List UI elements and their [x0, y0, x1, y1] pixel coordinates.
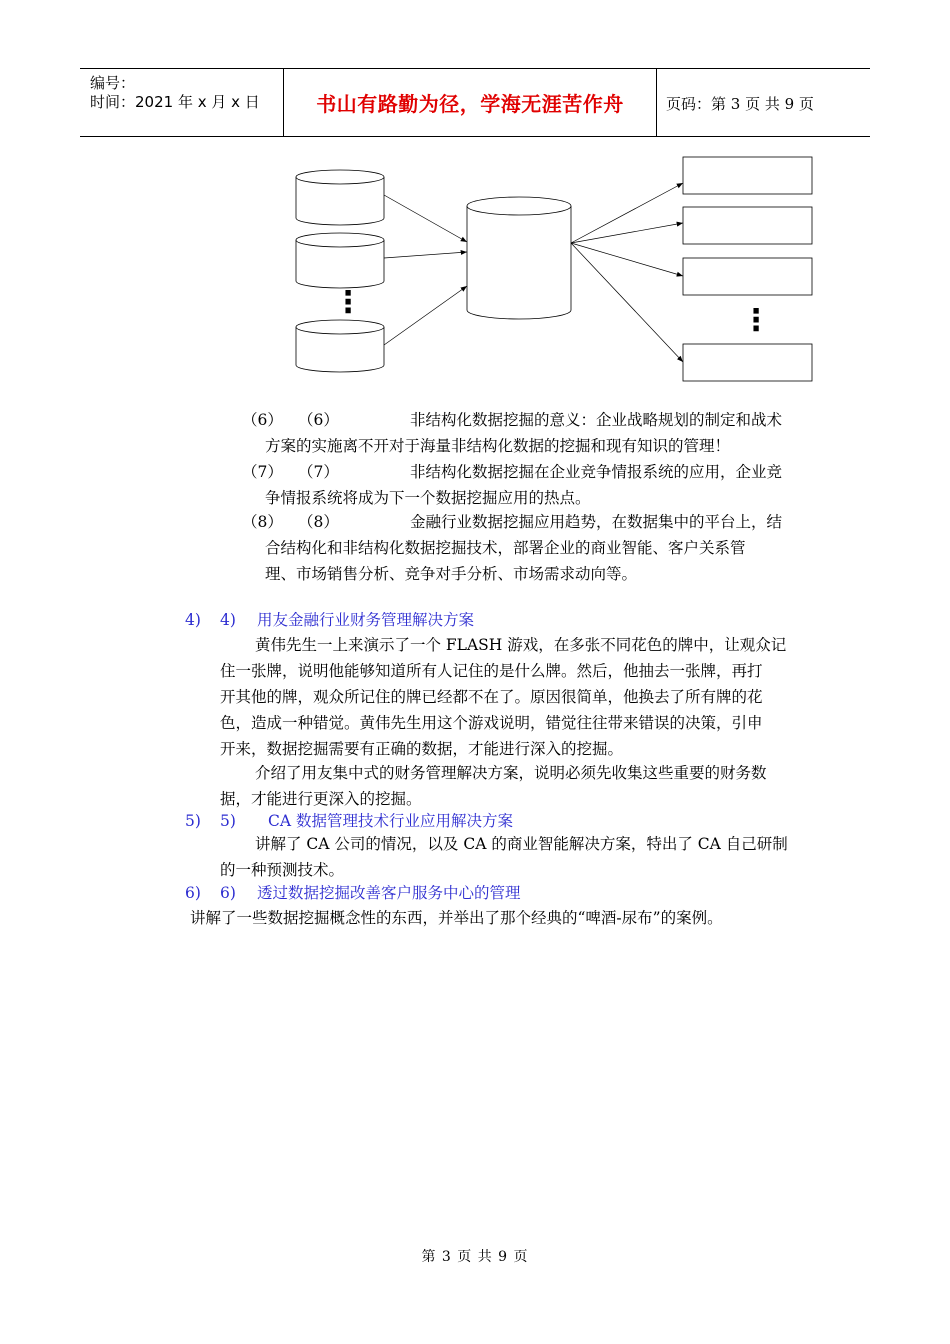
paragraph-line: 开其他的牌，观众所记住的牌已经都不在了。原因很简单，他换去了所有牌的花 — [220, 688, 763, 706]
right-ellipsis: ⋮ — [741, 303, 771, 338]
section-number: 6) — [220, 884, 236, 902]
arrow-out-3 — [571, 243, 683, 276]
output-box-3 — [683, 258, 812, 295]
item-text: 方案的实施离不开对于海量非结构化数据的挖掘和现有知识的管理！ — [265, 437, 731, 455]
item-number: （8） — [242, 513, 283, 531]
header-motto: 书山有路勤为径，学海无涯苦作舟 — [316, 92, 624, 116]
arrow-out-2 — [571, 223, 683, 243]
output-box-2 — [683, 207, 812, 244]
item-text: 金融行业数据挖掘应用趋势，在数据集中的平台上，结 — [410, 513, 783, 531]
arrow-in-3 — [384, 286, 467, 345]
item-text: 理、市场销售分析、竞争对手分析、市场需求动向等。 — [265, 565, 638, 583]
paragraph-line: 开来，数据挖掘需要有正确的数据，才能进行深入的挖掘。 — [220, 740, 624, 758]
section-number: 5) — [220, 812, 236, 830]
paragraph-line: 的一种预测技术。 — [220, 861, 345, 879]
paragraph-line: 住一张牌，说明他能够知道所有人记住的是什么牌。然后，他抽去一张牌，再打 — [220, 662, 763, 680]
arrow-in-1 — [384, 195, 467, 242]
paragraph-line: 据，才能进行更深入的挖掘。 — [220, 790, 422, 808]
item-text: 争情报系统将成为下一个数据挖掘应用的热点。 — [265, 489, 591, 507]
source-database-n — [296, 320, 384, 372]
paragraph-line: 讲解了一些数据挖掘概念性的东西，并举出了那个经典的“啤酒-尿布”的案例。 — [190, 909, 723, 927]
paragraph-line: 黄伟先生一上来演示了一个 FLASH 游戏，在多张不同花色的牌中，让观众记 — [255, 636, 787, 654]
item-number: （8） — [298, 513, 339, 531]
output-box-1 — [683, 157, 812, 194]
time-label: 时间：2021 年 x 月 x 日 — [90, 93, 260, 111]
arrow-out-4 — [571, 243, 683, 362]
paragraph-line: 介绍了用友集中式的财务管理解决方案，说明必须先收集这些重要的财务数 — [255, 764, 767, 782]
section-title: CA 数据管理技术行业应用解决方案 — [268, 812, 513, 830]
section-number: 5) — [185, 812, 201, 830]
arrow-in-2 — [384, 252, 467, 258]
source-database-2 — [296, 233, 384, 288]
number-label: 编号： — [90, 74, 136, 92]
item-text: 非结构化数据挖掘在企业竞争情报系统的应用，企业竞 — [410, 463, 783, 481]
output-box-n — [683, 344, 812, 381]
section-title: 透过数据挖掘改善客户服务中心的管理 — [257, 884, 521, 902]
paragraph-line: 讲解了 CA 公司的情况，以及 CA 的商业智能解决方案，特出了 CA 自己研制 — [255, 835, 788, 853]
item-number: （7） — [242, 463, 283, 481]
data-mining-diagram — [0, 0, 950, 400]
page-footer: 第 3 页 共 9 页 — [421, 1249, 529, 1265]
section-number: 4) — [185, 611, 201, 629]
left-ellipsis: ⋮ — [333, 285, 363, 320]
item-text: 非结构化数据挖掘的意义：企业战略规划的制定和战术 — [410, 411, 783, 429]
source-database-1 — [296, 170, 384, 225]
section-title: 用友金融行业财务管理解决方案 — [257, 611, 475, 629]
item-text: 合结构化和非结构化数据挖掘技术，部署企业的商业智能、客户关系管 — [265, 539, 746, 557]
item-number: （6） — [298, 411, 339, 429]
header-page-label: 页码：第 3 页 共 9 页 — [666, 95, 814, 113]
item-number: （6） — [242, 411, 283, 429]
central-database — [467, 197, 571, 319]
arrow-out-1 — [571, 183, 683, 243]
section-number: 4) — [220, 611, 236, 629]
section-number: 6) — [185, 884, 201, 902]
paragraph-line: 色，造成一种错觉。黄伟先生用这个游戏说明，错觉往往带来错误的决策，引申 — [220, 714, 763, 732]
item-number: （7） — [298, 463, 339, 481]
